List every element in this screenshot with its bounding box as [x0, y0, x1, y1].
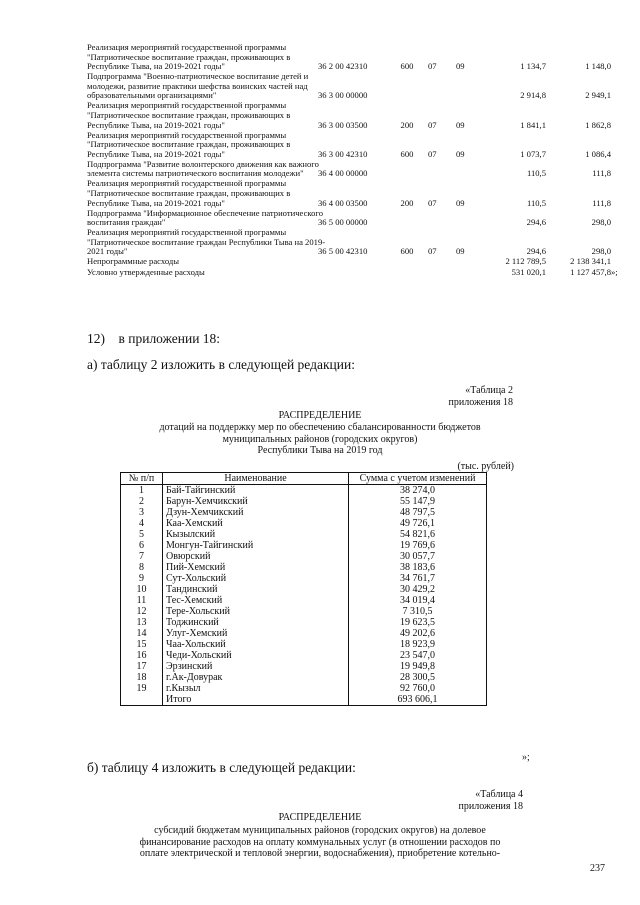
budget-row-name-line: молодежи, развитие практики шефства воинских частей над	[87, 80, 308, 91]
row-name: Чаа-Хольский	[163, 639, 349, 650]
table2-reference: «Таблица 2 приложения 18	[448, 385, 513, 408]
row-name: Овюрский	[163, 551, 349, 562]
budget-row-vr: 600	[400, 246, 414, 257]
budget-row-2020: 111,8	[592, 197, 611, 208]
budget-row-2020: 1 862,8	[585, 119, 611, 130]
row-name: Тере-Хольский	[163, 606, 349, 617]
budget-row-2019: 1 841,1	[520, 119, 546, 130]
row-num: 13	[121, 617, 163, 628]
row-num: 8	[121, 562, 163, 573]
total-label: Итого	[163, 694, 349, 706]
budget-row-rz: 07	[428, 61, 437, 72]
budget-row-name-line: Реализация мероприятий государственной программы	[87, 129, 287, 140]
row-num: 6	[121, 540, 163, 551]
row-sum: 18 923,9	[349, 639, 487, 650]
table-row	[121, 650, 487, 661]
item-b: б) таблицу 4 изложить в следующей редакции:	[87, 760, 356, 775]
budget-row-2019: 2 112 789,5	[505, 256, 546, 267]
item-12	[87, 331, 220, 347]
row-name: Чеди-Хольский	[163, 650, 349, 661]
row-num: 15	[121, 639, 163, 650]
budget-row-name-line: "Патриотическое воспитание граждан, проживающих в	[87, 51, 291, 62]
row-num: 7	[121, 551, 163, 562]
budget-row-name	[87, 101, 327, 130]
table-row	[121, 606, 487, 617]
budget-row-name-line: Подпрограмма "Информационное обеспечение патриотического	[87, 207, 324, 218]
row-sum: 38 274,0	[349, 485, 487, 497]
row-name: г.Ак-Довурак	[163, 672, 349, 683]
row-name: Тес-Хемский	[163, 595, 349, 606]
row-num: 1	[121, 485, 163, 497]
budget-row-name-line: элемента системы патриотического воспитания молодежи"	[87, 168, 304, 179]
budget-row-2020: 1 086,4	[585, 148, 611, 159]
table-row	[121, 584, 487, 595]
budget-row-code: 36 3 00 42310	[318, 148, 368, 159]
budget-row-2020: 298,0	[591, 217, 611, 228]
budget-row-name	[87, 268, 327, 278]
budget-row-rz: 07	[428, 197, 437, 208]
budget-row-name-line: Реализация мероприятий государственной программы	[87, 178, 287, 189]
budget-row-2019: 531 020,1	[511, 266, 546, 277]
budget-row-code: 36 4 00 03500	[318, 197, 368, 208]
page-number: 237	[590, 863, 605, 874]
table4-description: субсидий бюджетам муниципальных районов (городских округов) на долевое финансирование расходов на оплату коммунальных услуг (в отношении расходов по оплате электрической и тепловой энергии, водоснабжения), приобретение котельно-	[139, 825, 501, 859]
header-sum: Сумма с учетом изменений	[349, 473, 487, 485]
table-row	[121, 639, 487, 650]
row-sum: 19 623,5	[349, 617, 487, 628]
row-name: Сут-Хольский	[163, 573, 349, 584]
row-num: 11	[121, 595, 163, 606]
row-name: г.Кызыл	[163, 683, 349, 694]
budget-row-name-line: "Патриотическое воспитание граждан Республики Тыва на 2019-	[87, 236, 326, 247]
table-row	[121, 628, 487, 639]
table-row	[121, 683, 487, 694]
row-sum: 30 429,2	[349, 584, 487, 595]
budget-row-name	[87, 228, 327, 257]
budget-row-code: 36 2 00 42310	[318, 61, 368, 72]
row-name: Дзун-Хемчикский	[163, 507, 349, 518]
item-a: а) таблицу 2 изложить в следующей редакции:	[87, 357, 355, 372]
budget-row-2020: 298,0	[591, 246, 611, 257]
row-sum: 23 547,0	[349, 650, 487, 661]
row-sum: 34 019,4	[349, 595, 487, 606]
row-sum: 92 760,0	[349, 683, 487, 694]
budget-closing-mark: »;	[611, 266, 618, 277]
budget-row-name	[87, 43, 327, 72]
table2-closing: »;	[522, 752, 530, 763]
row-num: 18	[121, 672, 163, 683]
budget-row-name-line: Республике Тыва, на 2019-2021 годы"	[87, 148, 225, 159]
row-name: Бай-Тайгинский	[163, 485, 349, 497]
row-name: Эрзинский	[163, 661, 349, 672]
row-num: 9	[121, 573, 163, 584]
row-sum: 49 726,1	[349, 518, 487, 529]
row-name: Кызылский	[163, 529, 349, 540]
distribution-table	[120, 472, 487, 706]
row-sum: 30 057,7	[349, 551, 487, 562]
row-sum: 54 821,6	[349, 529, 487, 540]
row-num: 17	[121, 661, 163, 672]
row-name: Каа-Хемский	[163, 518, 349, 529]
budget-row-code: 36 4 00 00000	[318, 168, 368, 179]
budget-row-name-line: Реализация мероприятий государственной программы	[87, 227, 287, 238]
budget-row-code: 36 5 00 00000	[318, 217, 368, 228]
row-num: 16	[121, 650, 163, 661]
table4-title: РАСПРЕДЕЛЕНИЕ	[278, 812, 362, 823]
table-row	[121, 551, 487, 562]
budget-row-pr: 09	[456, 61, 465, 72]
total-sum: 693 606,1	[349, 694, 487, 706]
row-num: 3	[121, 507, 163, 518]
budget-row-name-line: "Патриотическое воспитание граждан, проживающих в	[87, 187, 291, 198]
budget-row-rz: 07	[428, 119, 437, 130]
table-row	[121, 496, 487, 507]
budget-row-name	[87, 179, 327, 208]
budget-row-vr: 600	[400, 61, 414, 72]
table-row	[121, 617, 487, 628]
table-row	[121, 485, 487, 497]
budget-row-vr: 600	[400, 148, 414, 159]
budget-row-pr: 09	[456, 119, 465, 130]
budget-row-vr: 200	[400, 119, 414, 130]
row-name: Тоджинский	[163, 617, 349, 628]
table2-title: РАСПРЕДЕЛЕНИЕ	[278, 410, 362, 421]
row-name: Пий-Хемский	[163, 562, 349, 573]
table4-reference: «Таблица 4 приложения 18	[458, 789, 523, 812]
row-num: 10	[121, 584, 163, 595]
budget-row-name-line: Условно утвержденные расходы	[87, 266, 205, 277]
budget-row-2019: 1 134,7	[520, 61, 546, 72]
budget-row-name-line: Непрограммные расходы	[87, 256, 180, 267]
row-sum: 7 310,5	[349, 606, 487, 617]
budget-row-name	[87, 257, 327, 267]
budget-row-2019: 110,5	[526, 168, 546, 179]
row-num: 2	[121, 496, 163, 507]
budget-row-code: 36 3 00 03500	[318, 119, 368, 130]
budget-row-code: 36 3 00 00000	[318, 90, 368, 101]
budget-row-2020: 2 949,1	[585, 90, 611, 101]
row-sum: 19 949,8	[349, 661, 487, 672]
row-num: 12	[121, 606, 163, 617]
budget-row-name	[87, 131, 327, 160]
header-name: Наименование	[163, 473, 349, 485]
item-12-text: в приложении 18:	[118, 331, 221, 346]
budget-row-name-line: "Патриотическое воспитание граждан, проживающих в	[87, 139, 291, 150]
budget-row-name	[87, 160, 327, 179]
budget-row-name-line: Реализация мероприятий государственной программы	[87, 42, 287, 52]
table2-subtitle: дотаций на поддержку мер по обеспечению сбалансированности бюджетов муниципальных районов (городских округов) Республики Тыва на 2019 год	[159, 422, 481, 456]
budget-row-name	[87, 72, 327, 101]
budget-row-2019: 1 073,7	[520, 148, 546, 159]
table-row	[121, 529, 487, 540]
table-header-row	[121, 473, 487, 485]
budget-row-2019: 2 914,8	[520, 90, 546, 101]
budget-row-name-line: Республике Тыва, на 2019-2021 годы"	[87, 61, 225, 72]
budget-row-2020: 2 138 341,1	[570, 256, 611, 267]
budget-row-rz: 07	[428, 148, 437, 159]
budget-row-2020: 111,8	[592, 168, 611, 179]
table-row	[121, 507, 487, 518]
budget-row-code: 36 5 00 42310	[318, 246, 368, 257]
row-sum: 34 761,7	[349, 573, 487, 584]
budget-row-name-line: "Патриотическое воспитание граждан, проживающих в	[87, 109, 291, 120]
budget-row-2019: 294,6	[526, 246, 546, 257]
row-num: 4	[121, 518, 163, 529]
budget-row-name-line: Подпрограмма "Военно-патриотическое воспитание детей и	[87, 71, 309, 82]
budget-row-name-line: воспитания граждан"	[87, 217, 166, 228]
table2-units: (тыс. рублей)	[457, 461, 514, 472]
table-row	[121, 573, 487, 584]
table-row	[121, 562, 487, 573]
budget-row-name-line: 2021 годы"	[87, 246, 128, 257]
budget-row-pr: 09	[456, 148, 465, 159]
table-row	[121, 518, 487, 529]
table-row	[121, 595, 487, 606]
budget-row-pr: 09	[456, 246, 465, 257]
table-row	[121, 661, 487, 672]
budget-row-name-line: Республике Тыва, на 2019-2021 годы"	[87, 119, 225, 130]
row-name: Улуг-Хемский	[163, 628, 349, 639]
table-row	[121, 672, 487, 683]
budget-row-name-line: Подпрограмма "Развитие волонтерского движения как важного	[87, 158, 319, 169]
budget-row-2019: 110,5	[526, 197, 546, 208]
table-row	[121, 540, 487, 551]
row-name: Барун-Хемчикский	[163, 496, 349, 507]
budget-row-name-line: образовательными организациями"	[87, 90, 217, 101]
row-num: 14	[121, 628, 163, 639]
row-name: Монгун-Тайгинский	[163, 540, 349, 551]
header-num: № п/п	[121, 473, 163, 485]
budget-row-rz: 07	[428, 246, 437, 257]
budget-row-2020: 1 148,0	[585, 61, 611, 72]
budget-row-2019: 294,6	[526, 217, 546, 228]
budget-row-name-line: Республике Тыва, на 2019-2021 годы"	[87, 197, 225, 208]
row-sum: 49 202,6	[349, 628, 487, 639]
budget-row-pr: 09	[456, 197, 465, 208]
budget-row-vr: 200	[400, 197, 414, 208]
budget-row-name	[87, 209, 327, 228]
row-num: 5	[121, 529, 163, 540]
item-12-number: 12)	[87, 331, 105, 346]
row-sum: 48 797,5	[349, 507, 487, 518]
row-sum: 19 769,6	[349, 540, 487, 551]
row-sum: 55 147,9	[349, 496, 487, 507]
row-sum: 28 300,5	[349, 672, 487, 683]
budget-row-name-line: Реализация мероприятий государственной программы	[87, 100, 287, 111]
row-name: Тандинский	[163, 584, 349, 595]
row-sum: 38 183,6	[349, 562, 487, 573]
budget-row-2020: 1 127 457,8	[570, 266, 611, 277]
total-num	[121, 694, 163, 706]
table-total-row	[121, 694, 487, 706]
row-num: 19	[121, 683, 163, 694]
